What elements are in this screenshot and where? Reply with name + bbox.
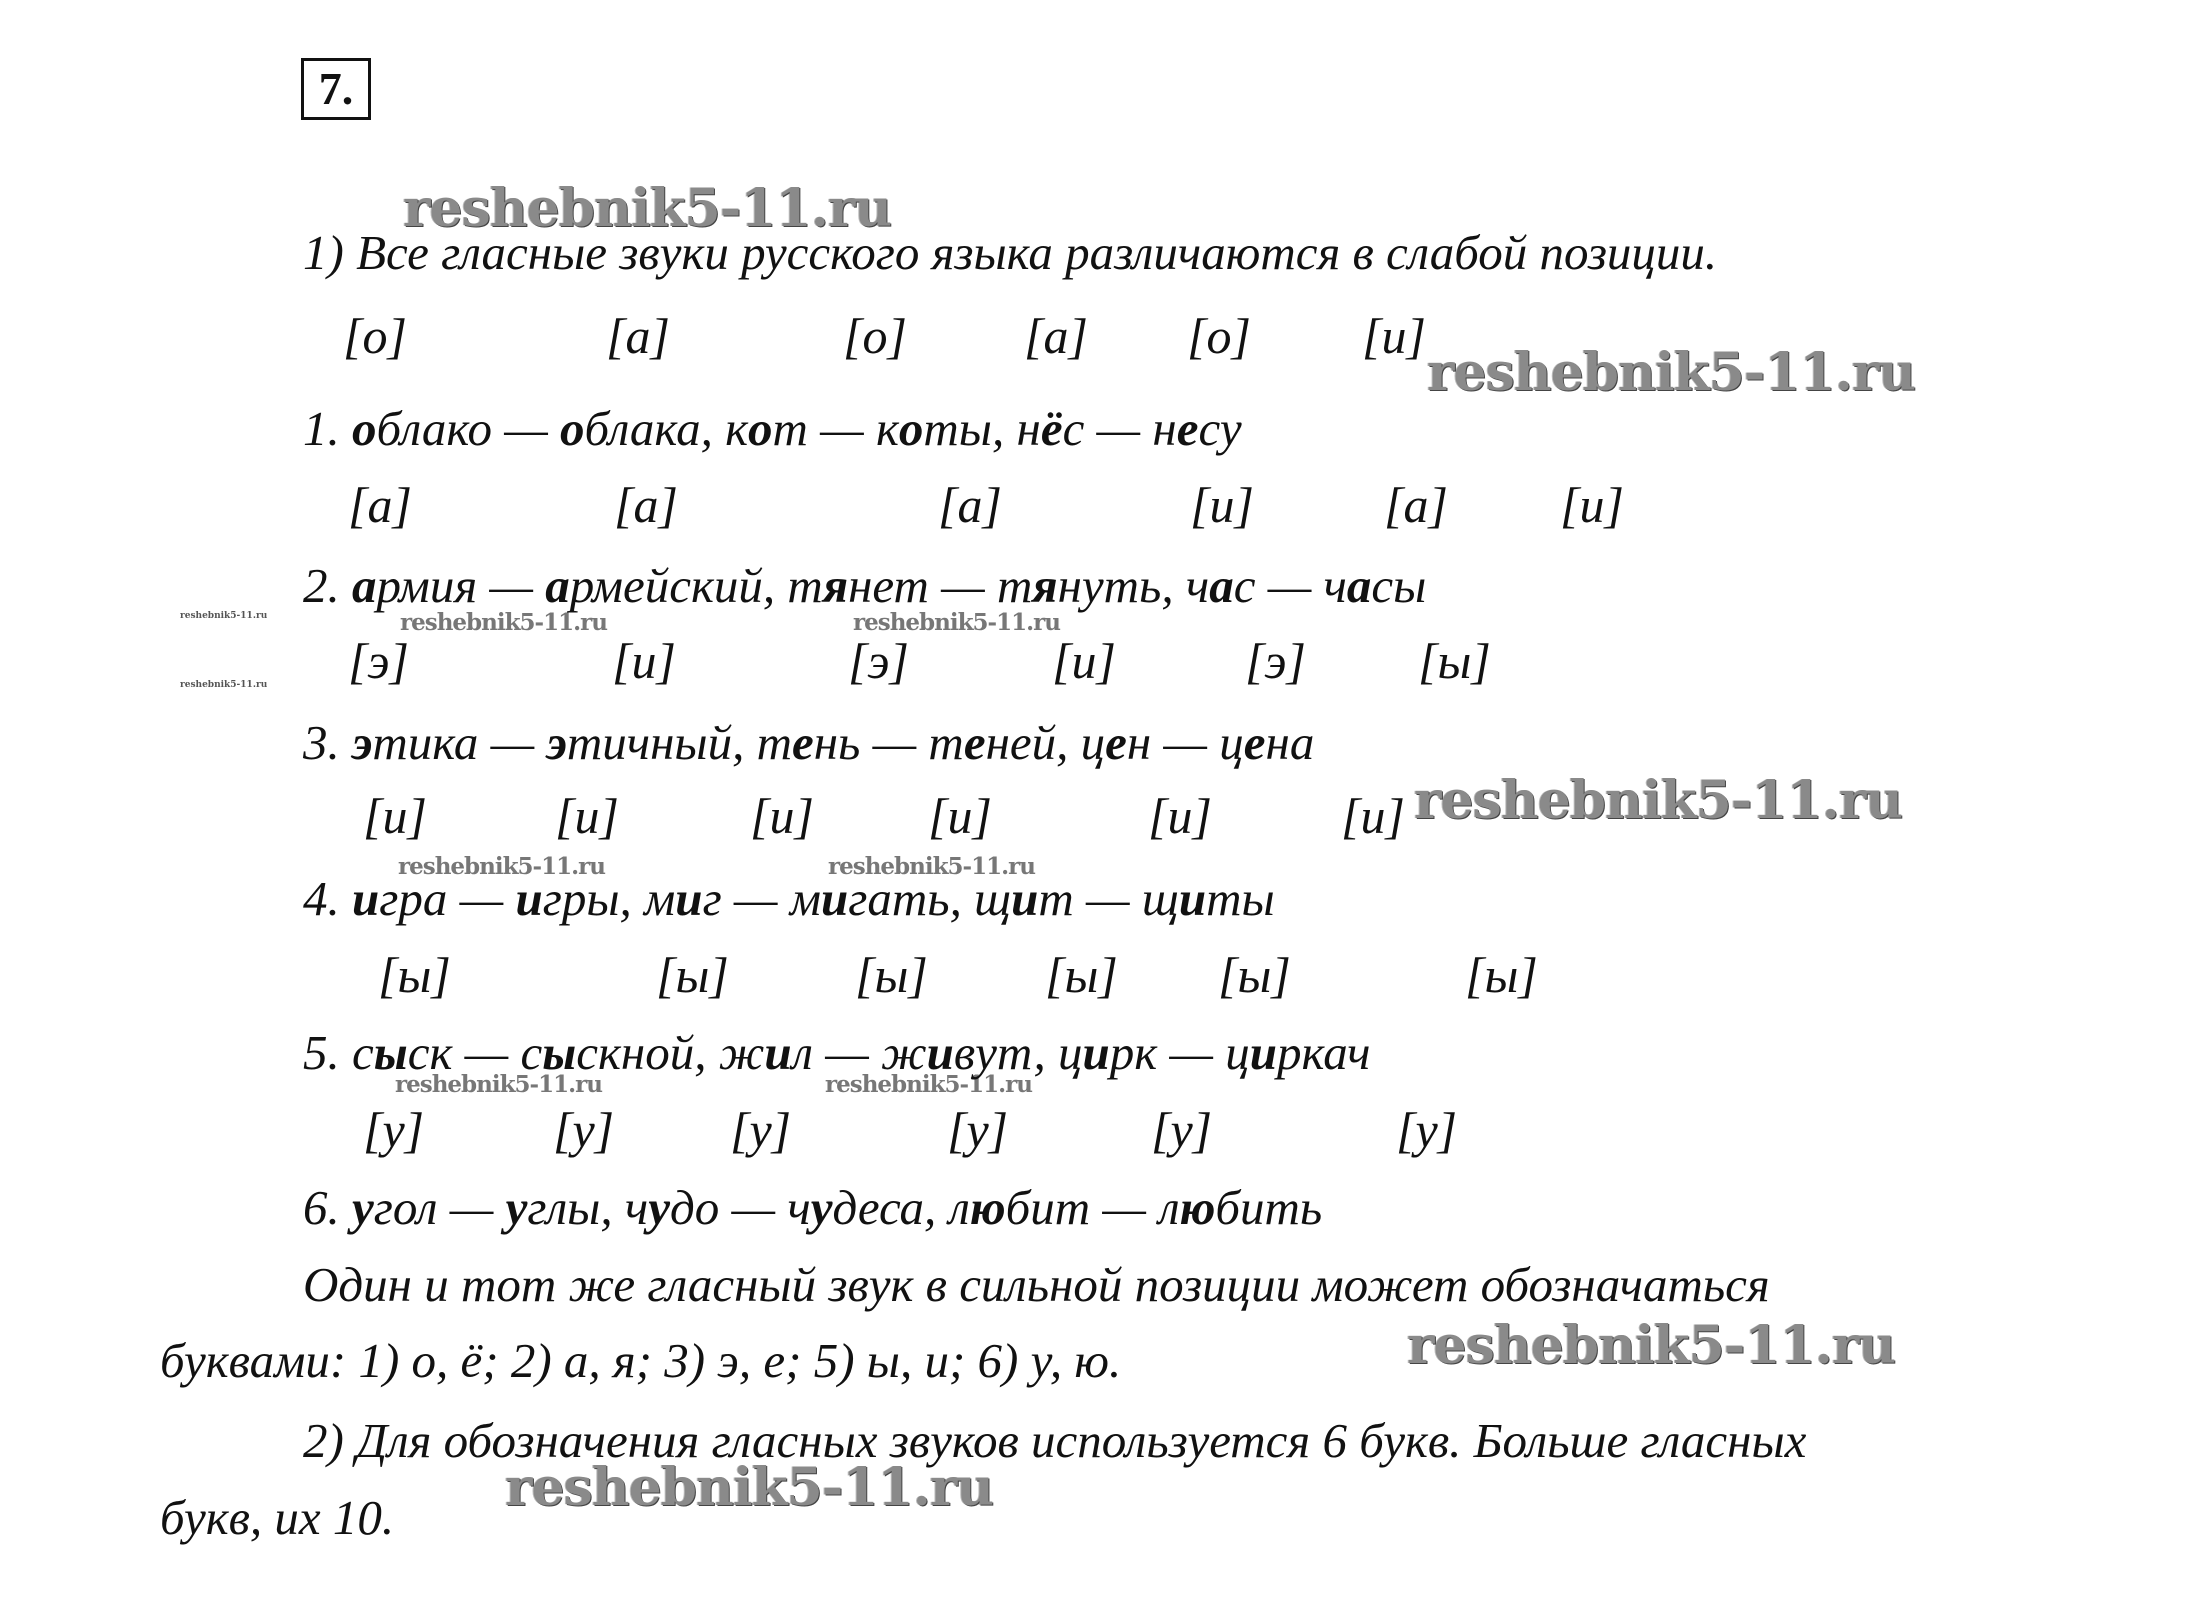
watermark: reshebnik5-11.ru <box>1414 770 1903 831</box>
word-text: т — к <box>772 401 899 456</box>
watermark: reshebnik5-11.ru <box>180 680 268 690</box>
example-row <box>303 871 1275 926</box>
part2-line-1: 2) Для обозначения гласных звуков используется 6 букв. Больше гласных <box>303 1413 1807 1468</box>
transcription: [ы] <box>378 947 451 1003</box>
word-text: рмия — <box>376 558 546 613</box>
word-text: рмейский, т <box>569 558 823 613</box>
transcription: [э] <box>348 633 409 689</box>
conclusion-line-1: Один и тот же гласный звук в сильной позиции может обозначаться <box>303 1257 1770 1312</box>
stressed-vowel: а <box>352 558 377 613</box>
stressed-vowel: у <box>810 1180 833 1235</box>
transcription: [ы] <box>1045 947 1118 1003</box>
example-row <box>303 715 1315 770</box>
watermark: reshebnik5-11.ru <box>828 853 1035 880</box>
stressed-vowel: а <box>1209 558 1234 613</box>
word-text: сы <box>1371 558 1427 613</box>
watermark: reshebnik5-11.ru <box>853 609 1060 636</box>
stressed-vowel: и <box>515 871 543 926</box>
stressed-vowel: е <box>1243 715 1266 770</box>
word-text: гры, м <box>542 871 676 926</box>
transcription: [и] <box>1148 788 1212 844</box>
stressed-vowel: и <box>675 871 703 926</box>
transcription: [а] <box>614 477 678 533</box>
stressed-vowel: и <box>1011 871 1039 926</box>
transcription: [о] <box>1187 308 1251 364</box>
transcription: [у] <box>363 1102 425 1158</box>
word-text: 3. <box>303 715 352 770</box>
transcription: [а] <box>938 477 1002 533</box>
transcription: [а] <box>1024 308 1088 364</box>
stressed-vowel: е <box>792 715 814 770</box>
word-text: вут, ц <box>953 1025 1083 1080</box>
word-text: ск — с <box>407 1025 543 1080</box>
transcription: [у] <box>553 1102 615 1158</box>
word-text: на <box>1265 715 1315 770</box>
stressed-vowel: ю <box>969 1180 1006 1235</box>
stressed-vowel: у <box>505 1180 528 1235</box>
stressed-vowel: а <box>545 558 570 613</box>
transcription: [о] <box>843 308 907 364</box>
stressed-vowel: и <box>926 1025 954 1080</box>
exercise-number-box <box>301 58 371 120</box>
exercise-number: 7. <box>318 63 354 114</box>
stressed-vowel: ё <box>1040 401 1063 456</box>
stressed-vowel: и <box>1249 1025 1278 1080</box>
word-text: ней, ц <box>985 715 1106 770</box>
word-text: тика — <box>372 715 547 770</box>
transcription: [э] <box>1245 633 1306 689</box>
stressed-vowel: о <box>748 401 773 456</box>
stressed-vowel: о <box>560 401 585 456</box>
conclusion-line-2: буквами: 1) о, ё; 2) а, я; 3) э, е; 5) ы, и; 6) у, ю. <box>160 1333 1122 1388</box>
word-text: гол — <box>373 1180 506 1235</box>
stressed-vowel: а <box>1346 558 1372 613</box>
stressed-vowel: и <box>821 871 849 926</box>
stressed-vowel: е <box>1176 401 1199 456</box>
transcription: [о] <box>343 308 407 364</box>
stressed-vowel: е <box>1105 715 1127 770</box>
stressed-vowel: у <box>352 1180 374 1235</box>
word-text: гать, щ <box>848 871 1012 926</box>
transcription: [и] <box>1052 633 1116 689</box>
stressed-vowel: и <box>764 1025 792 1080</box>
transcription: [и] <box>555 788 619 844</box>
word-text: нуть, ч <box>1057 558 1210 613</box>
transcription: [ы] <box>855 947 928 1003</box>
word-text: бить <box>1215 1180 1323 1235</box>
transcription: [и] <box>1341 788 1405 844</box>
word-text: до — ч <box>670 1180 811 1235</box>
word-text: гра — <box>379 871 516 926</box>
word-text: рк — ц <box>1109 1025 1250 1080</box>
watermark: reshebnik5-11.ru <box>180 611 268 621</box>
transcription: [ы] <box>1218 947 1291 1003</box>
word-text: л — ж <box>791 1025 927 1080</box>
word-text: ты, н <box>923 401 1041 456</box>
word-text: блака, к <box>584 401 749 456</box>
transcription: [и] <box>363 788 427 844</box>
stressed-vowel: е <box>963 715 986 770</box>
word-text: 1. <box>303 401 352 456</box>
word-text: су <box>1198 401 1242 456</box>
word-text: нет — т <box>848 558 1033 613</box>
example-row <box>303 1025 1371 1080</box>
transcription: [и] <box>1190 477 1254 533</box>
word-text: скной, ж <box>576 1025 765 1080</box>
word-text: 6. <box>303 1180 352 1235</box>
stressed-vowel: я <box>1032 558 1058 613</box>
transcription: [и] <box>1560 477 1624 533</box>
stressed-vowel: э <box>352 715 373 770</box>
word-text: 5. с <box>303 1025 374 1080</box>
watermark: reshebnik5-11.ru <box>1407 1315 1896 1376</box>
stressed-vowel: э <box>546 715 567 770</box>
example-row <box>303 1180 1323 1235</box>
word-text: 2. <box>303 558 352 613</box>
stressed-vowel: у <box>648 1180 670 1235</box>
example-row <box>303 401 1242 456</box>
transcription: [у] <box>947 1102 1009 1158</box>
stressed-vowel: о <box>898 401 924 456</box>
word-text: н — ц <box>1126 715 1244 770</box>
transcription: [у] <box>1151 1102 1213 1158</box>
word-text: г — м <box>702 871 822 926</box>
watermark: reshebnik5-11.ru <box>403 178 892 239</box>
transcription: [ы] <box>1465 947 1538 1003</box>
transcription: [у] <box>1396 1102 1458 1158</box>
word-text: 4. <box>303 871 352 926</box>
transcription: [э] <box>848 633 909 689</box>
watermark: reshebnik5-11.ru <box>400 609 607 636</box>
transcription: [ы] <box>656 947 729 1003</box>
word-text: ркач <box>1277 1025 1371 1080</box>
transcription: [и] <box>612 633 676 689</box>
stressed-vowel: ы <box>542 1025 577 1080</box>
transcription: [и] <box>750 788 814 844</box>
transcription: [и] <box>1362 308 1426 364</box>
word-text: бит — л <box>1005 1180 1180 1235</box>
transcription: [у] <box>730 1102 792 1158</box>
example-row <box>303 558 1427 613</box>
watermark: reshebnik5-11.ru <box>505 1457 994 1518</box>
watermark: reshebnik5-11.ru <box>1427 342 1916 403</box>
stressed-vowel: и <box>1082 1025 1110 1080</box>
word-text: тичный, т <box>566 715 792 770</box>
word-text: с — н <box>1062 401 1177 456</box>
transcription: [а] <box>1384 477 1448 533</box>
watermark: reshebnik5-11.ru <box>395 1071 602 1098</box>
watermark: reshebnik5-11.ru <box>398 853 605 880</box>
word-text: т — щ <box>1038 871 1179 926</box>
stressed-vowel: и <box>352 871 380 926</box>
stressed-vowel: о <box>352 401 377 456</box>
watermark: reshebnik5-11.ru <box>825 1071 1032 1098</box>
stressed-vowel: ю <box>1179 1180 1216 1235</box>
word-text: блако — <box>376 401 561 456</box>
part1-statement: 1) Все гласные звуки русского языка различаются в слабой позиции. <box>303 225 1718 280</box>
stressed-vowel: и <box>1178 871 1207 926</box>
part2-line-2: букв, их 10. <box>160 1490 395 1545</box>
transcription: [ы] <box>1418 633 1491 689</box>
word-text: глы, ч <box>527 1180 649 1235</box>
word-text: ты <box>1206 871 1275 926</box>
transcription: [а] <box>348 477 412 533</box>
stressed-vowel: я <box>822 558 849 613</box>
stressed-vowel: ы <box>373 1025 408 1080</box>
word-text: деса, л <box>832 1180 970 1235</box>
word-text: с — ч <box>1233 558 1347 613</box>
transcription: [а] <box>606 308 670 364</box>
transcription: [и] <box>928 788 992 844</box>
word-text: нь — т <box>813 715 964 770</box>
